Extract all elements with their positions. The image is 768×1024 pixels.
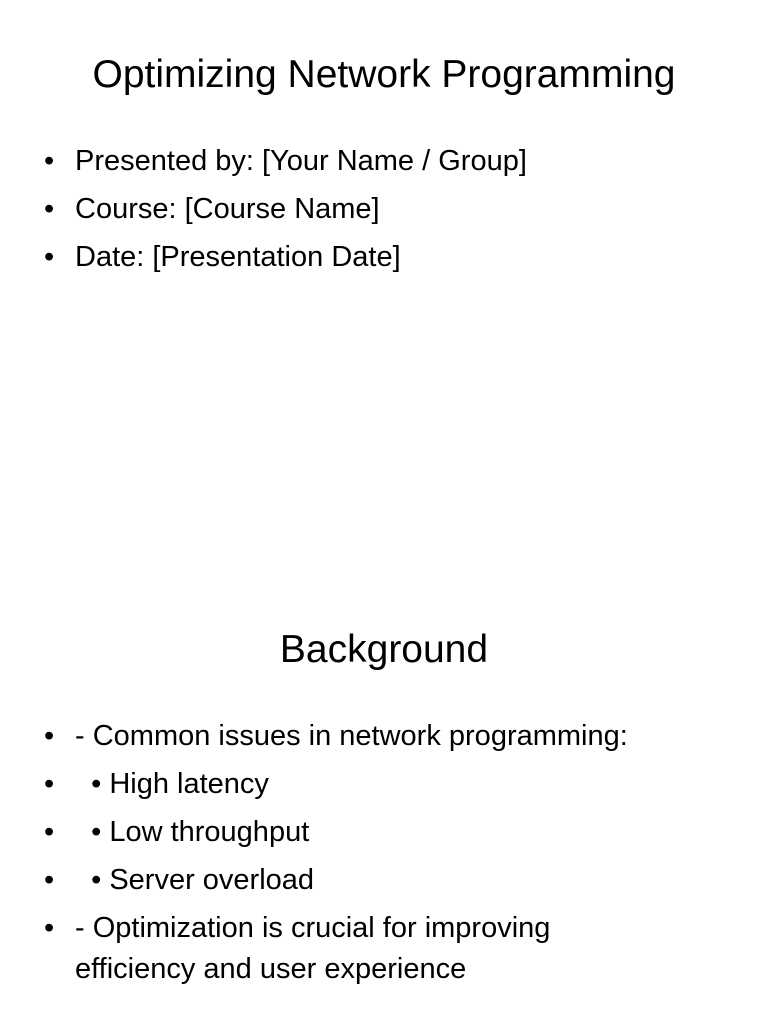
bullet-course: • Course: [Course Name]	[44, 189, 734, 230]
slide-title: Optimizing Network Programming	[92, 53, 676, 96]
slide-title: Background	[279, 628, 489, 671]
bullet-high-latency: • • High latency	[44, 764, 734, 805]
slide-background	[0, 576, 768, 1024]
bullet-common-issues: • - Common issues in network programming:	[44, 716, 734, 757]
bullet-presenter: • Presented by: [Your Name / Group]	[44, 141, 734, 182]
bullet-optimization: • - Optimization is crucial for improving efficiency and user experience	[44, 908, 605, 990]
bullet-list	[44, 716, 734, 990]
bullet-low-throughput: • • Low throughput	[44, 812, 734, 853]
bullet-server-overload: • • Server overload	[44, 860, 734, 901]
bullet-date: • Date: [Presentation Date]	[44, 237, 734, 278]
bullet-list	[44, 141, 734, 285]
